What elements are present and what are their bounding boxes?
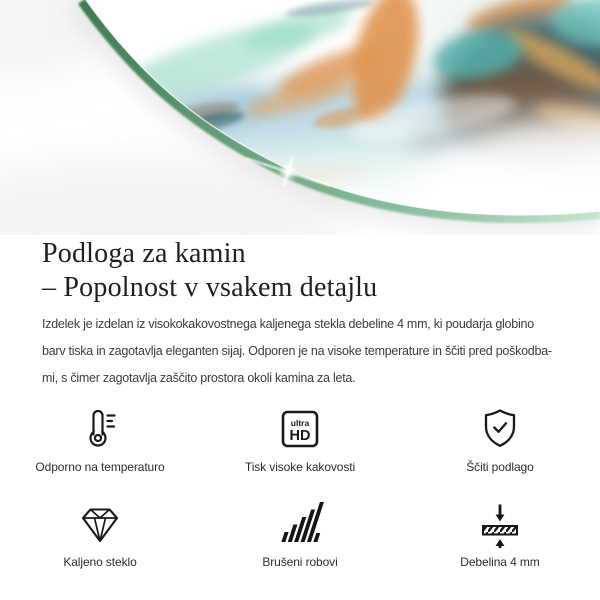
ultra-hd-icon-text-top: ultra xyxy=(290,418,310,428)
feature-label: Odporno na temperaturo xyxy=(35,460,165,474)
title-line-2: – Popolnost v vsakem detajlu xyxy=(42,272,378,303)
diamond-icon xyxy=(76,499,124,549)
feature-tempered-glass xyxy=(0,499,200,570)
feature-label: Ščiti podlago xyxy=(466,460,534,474)
ultra-hd-icon xyxy=(276,404,324,454)
description-line: mi, s čimer zagotavlja zaščito prostora okoli kamina za leta. xyxy=(42,371,356,385)
page-title xyxy=(42,237,558,305)
feature-polished-edges xyxy=(200,499,400,570)
feature-grid xyxy=(0,404,600,570)
compress-arrows-icon xyxy=(476,499,524,549)
feature-print-quality xyxy=(200,404,400,475)
diagonal-stripes-icon xyxy=(276,499,324,549)
feature-thickness-4mm xyxy=(400,499,600,570)
description-line: Izdelek je izdelan iz visokokakovostnega kaljenega stekla debeline 4 mm, ki poudarja globino xyxy=(42,317,534,331)
content-section xyxy=(0,235,600,392)
thermometer-icon xyxy=(76,404,124,454)
feature-label: Kaljeno steklo xyxy=(63,555,137,569)
shield-check-icon xyxy=(476,404,524,454)
feature-label: Debelina 4 mm xyxy=(460,555,540,569)
feature-label: Brušeni robovi xyxy=(262,555,338,569)
feature-label: Tisk visoke kakovosti xyxy=(244,460,356,474)
ultra-hd-icon-text-bottom: HD xyxy=(289,428,311,444)
product-description xyxy=(42,311,558,392)
glass-pad-photo xyxy=(0,0,600,235)
description-line: barv tiska in zagotavlja eleganten sijaj. Odporen je na visoke temperature in ščiti pred poškodba- xyxy=(42,344,552,358)
feature-protects-surface xyxy=(400,404,600,475)
title-line-1: Podloga za kamin xyxy=(42,238,246,269)
feature-temperature-resistant xyxy=(0,404,200,475)
product-image xyxy=(0,0,600,235)
